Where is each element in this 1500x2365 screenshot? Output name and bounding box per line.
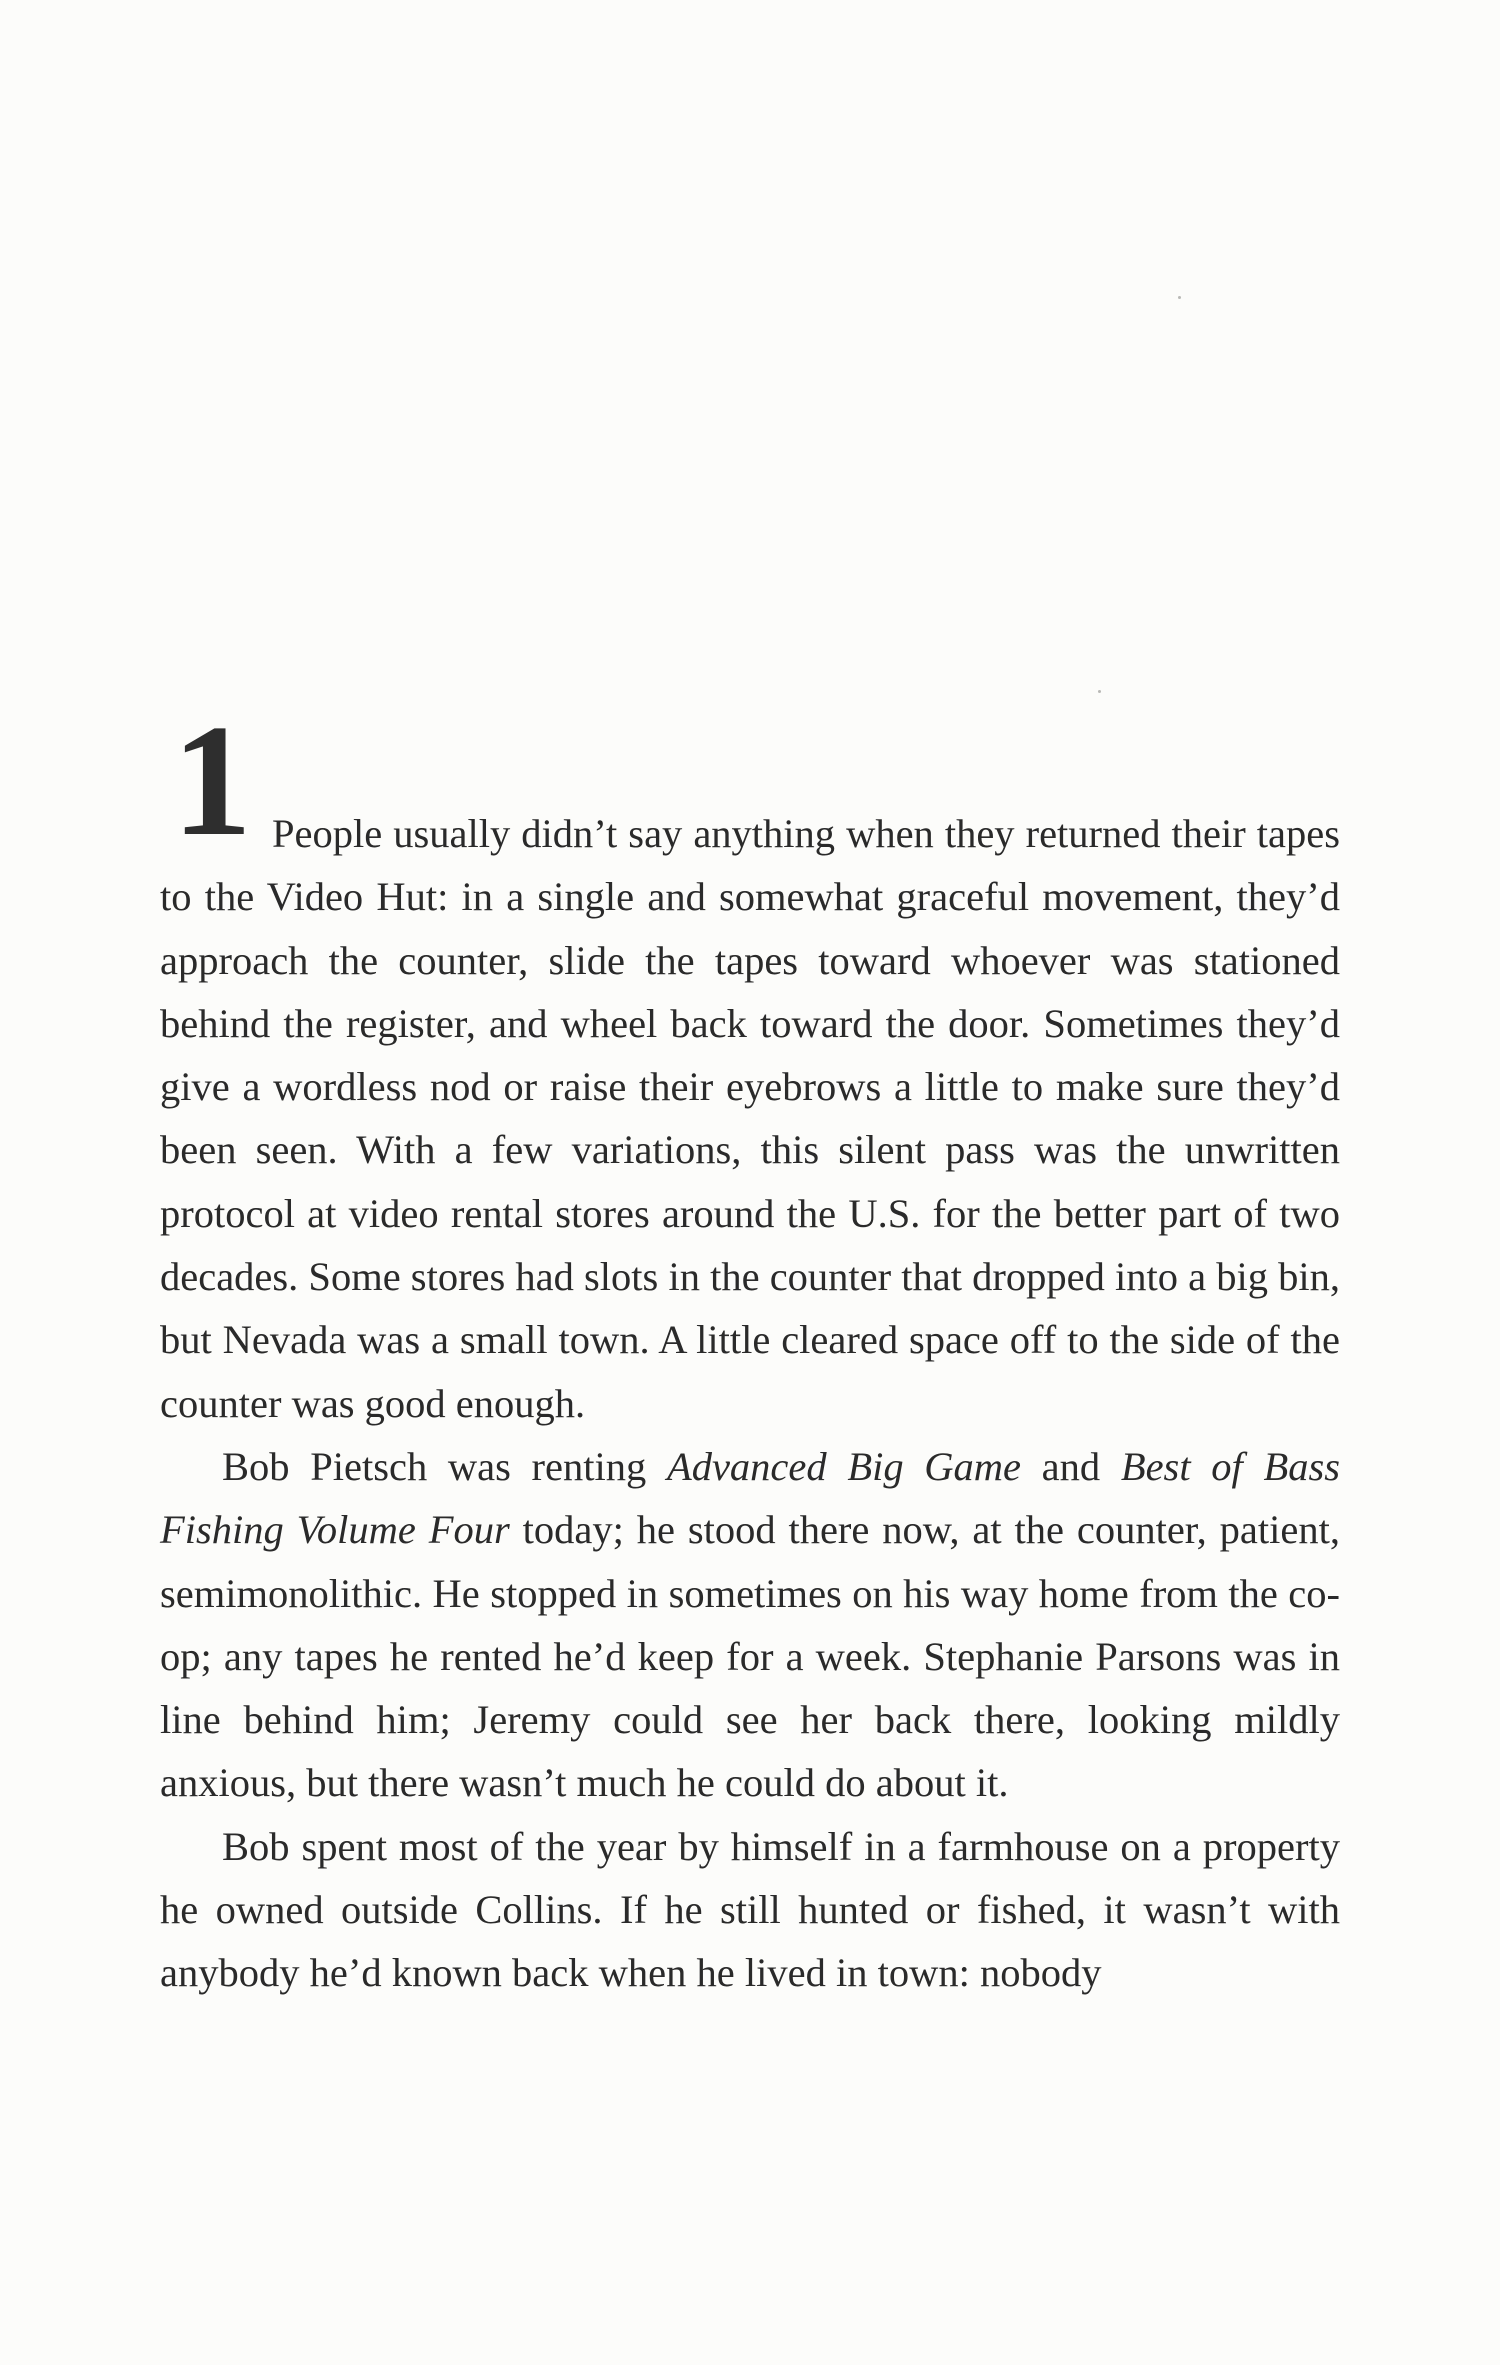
paragraph-2	[160, 1435, 1340, 1815]
body-text	[160, 802, 1340, 2005]
book-title-best-of-bass-fishing: Best of Bass Fishing Volume Four	[160, 1443, 1340, 1553]
paper-speck	[1178, 296, 1181, 299]
paragraph-2-text-c: today; he stood there now, at the counter, patient, semimonolithic. He stopped in sometimes on his way home from the co-op; any tapes he rented he’d keep for a week. Stephanie Parsons was in line behind him; Jeremy could see her back there, looking mildly anxious, but there wasn’t much he could do about it.	[160, 1507, 1340, 1806]
paragraph-3: Bob spent most of the year by himself in a farmhouse on a property he owned outside Collins. If he still hunted or fished, it wasn’t with anybody he’d known back when he lived in town: nobody	[160, 1823, 1340, 1996]
paragraph-1: People usually didn’t say anything when they returned their tapes to the Video Hut: in a single and somewhat graceful movement, they’d approach the counter, slide the tapes toward whoever was stationed behind the register, and wheel back toward the door. Sometimes they’d give a wordless nod or raise their eyebrows a little to make sure they’d been seen. With a few variations, this silent pass was the unwritten protocol at video rental stores around the U.S. for the better part of two decades. Some stores had slots in the counter that dropped into a big bin, but Nevada was a small town. A little cleared space off to the side of the counter was good enough.	[160, 811, 1340, 1426]
chapter-number: 1	[172, 691, 252, 869]
paragraph-2-text-b: and	[1020, 1443, 1121, 1489]
paper-speck	[1098, 690, 1101, 693]
paragraph-2-text-a: Bob Pietsch was renting	[222, 1443, 667, 1489]
book-title-advanced-big-game: Advanced Big Game	[666, 1443, 1021, 1489]
